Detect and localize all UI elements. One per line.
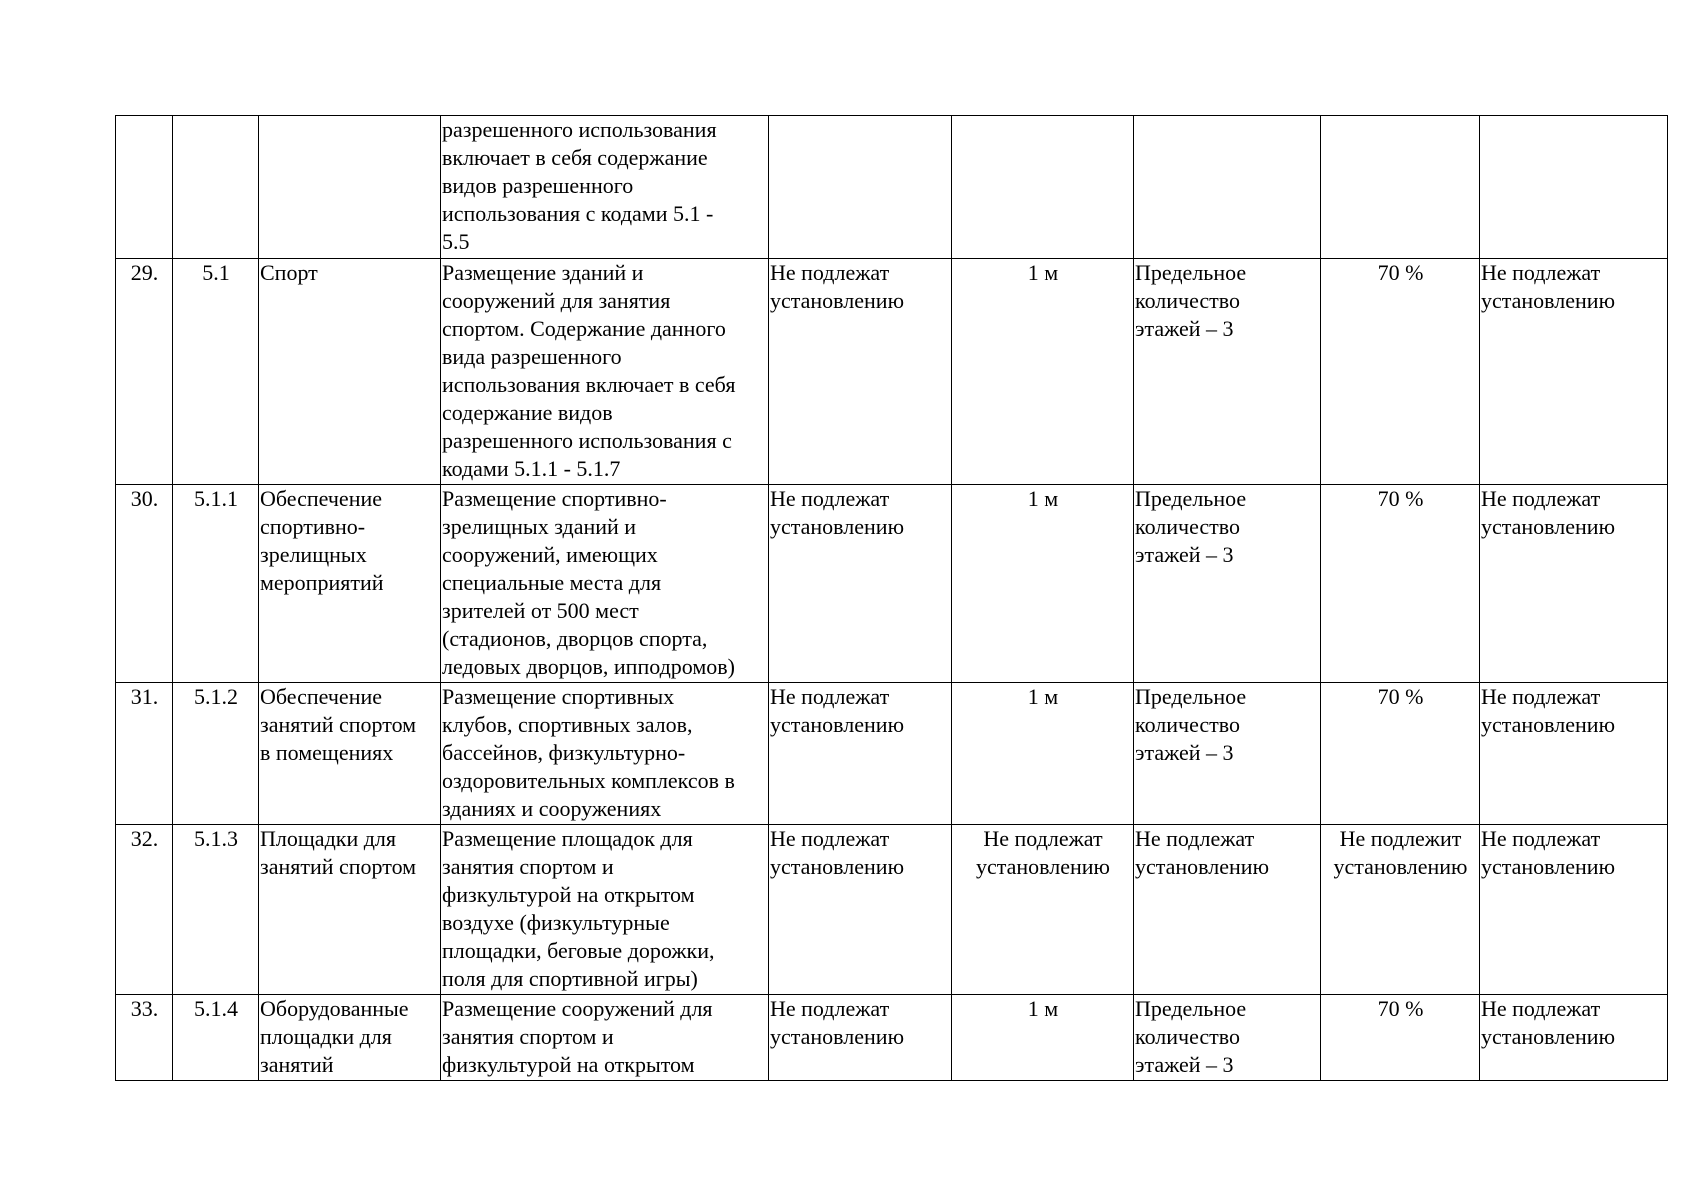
cell-text-line: Размещение спортивно- (442, 486, 667, 511)
cell-text-line: установлению (1481, 514, 1616, 539)
floors-cell (1134, 825, 1321, 995)
min-width-cell (769, 825, 952, 995)
other-params-cell (1480, 683, 1668, 825)
cell-text-line: Площадки для (260, 826, 397, 851)
type-code: 5.1 (173, 259, 259, 485)
cell-text-line: Обеспечение (260, 486, 382, 511)
cell-text-line: Не подлежат (1481, 826, 1601, 851)
cell-text-line: занятия спортом и (442, 1024, 614, 1049)
cell-text-line: установлению (975, 854, 1110, 879)
coverage-cell (1321, 485, 1480, 683)
cell-text-line: установлению (1481, 712, 1616, 737)
setback-cell (952, 825, 1134, 995)
cell-text-line: Предельное (1135, 486, 1247, 511)
cell-text-line: установлению (1481, 1024, 1616, 1049)
cell-text-line: сооружений для занятия (442, 288, 671, 313)
cell-text-line: количество (1135, 288, 1241, 313)
cell-text-line: зрелищных зданий и (442, 514, 637, 539)
row-number: 31. (116, 683, 173, 825)
other-params-cell (1480, 825, 1668, 995)
use-type-name (259, 995, 441, 1081)
cell-text-line: видов разрешенного (442, 173, 634, 198)
cell-text-line: 70 % (1377, 260, 1424, 285)
use-description (441, 116, 769, 259)
cell-text-line: 1 м (1027, 486, 1059, 511)
other-params-cell (1480, 259, 1668, 485)
cell-text-line: занятия спортом и (442, 854, 614, 879)
cell-text-line: в помещениях (260, 740, 394, 765)
cell-text-line: установлению (770, 854, 905, 879)
coverage-cell (1321, 995, 1480, 1081)
row-number (116, 116, 173, 259)
use-type-name (259, 825, 441, 995)
type-code: 5.1.4 (173, 995, 259, 1081)
cell-text-line: Предельное (1135, 684, 1247, 709)
cell-text-line: установлению (1481, 288, 1616, 313)
cell-text-line: спортивно- (260, 514, 366, 539)
cell-text-line: 5.5 (442, 229, 470, 254)
cell-text-line: занятий спортом (260, 854, 417, 879)
cell-text-line: разрешенного использования с (442, 428, 732, 453)
cell-text-line: Обеспечение (260, 684, 382, 709)
floors-cell (1134, 259, 1321, 485)
floors-cell (1134, 683, 1321, 825)
coverage-cell (1321, 116, 1480, 259)
cell-text-line: ледовых дворцов, ипподромов) (442, 654, 736, 679)
cell-text-line: Оборудованные (260, 996, 409, 1021)
setback-cell (952, 485, 1134, 683)
cell-text-line: Не подлежат (770, 486, 890, 511)
setback-cell (952, 995, 1134, 1081)
cell-text-line: Размещение площадок для (442, 826, 693, 851)
cell-text-line: 70 % (1377, 486, 1424, 511)
cell-text-line: Не подлежат (1135, 826, 1255, 851)
cell-text-line: использования с кодами 5.1 - (442, 201, 714, 226)
cell-text-line: количество (1135, 712, 1241, 737)
cell-text-line: Размещение спортивных (442, 684, 675, 709)
cell-text-line: клубов, спортивных залов, (442, 712, 693, 737)
cell-text-line: зрителей от 500 мест (442, 598, 639, 623)
use-type-name (259, 116, 441, 259)
cell-text-line: этажей – 3 (1135, 542, 1234, 567)
min-width-cell (769, 485, 952, 683)
cell-text-line: площадки, беговые дорожки, (442, 938, 715, 963)
cell-text-line: установлению (770, 1024, 905, 1049)
cell-text-line: 1 м (1027, 684, 1059, 709)
cell-text-line: Не подлежат (770, 826, 890, 851)
cell-text-line: мероприятий (260, 570, 384, 595)
cell-text-line: количество (1135, 1024, 1241, 1049)
cell-text-line: Не подлежат (1481, 260, 1601, 285)
row-number: 32. (116, 825, 173, 995)
cell-text-line: содержание видов (442, 400, 613, 425)
cell-text-line: Не подлежат (770, 260, 890, 285)
coverage-cell (1321, 683, 1480, 825)
row-number: 30. (116, 485, 173, 683)
min-width-cell (769, 995, 952, 1081)
cell-text-line: включает в себя содержание (442, 145, 708, 170)
row-number: 33. (116, 995, 173, 1081)
cell-text-line: Не подлежат (983, 826, 1103, 851)
table-row (116, 485, 1668, 683)
cell-text-line: Предельное (1135, 260, 1247, 285)
cell-text-line: Не подлежат (1481, 486, 1601, 511)
cell-text-line: Не подлежат (1481, 684, 1601, 709)
cell-text-line: Размещение зданий и (442, 260, 644, 285)
table-row (116, 259, 1668, 485)
cell-text-line: разрешенного использования (442, 117, 717, 142)
min-width-cell (769, 683, 952, 825)
other-params-cell (1480, 485, 1668, 683)
cell-text-line: специальные места для (442, 570, 662, 595)
table-body (116, 116, 1668, 1081)
cell-text-line: Не подлежат (770, 684, 890, 709)
coverage-cell (1321, 259, 1480, 485)
cell-text-line: установлению (1333, 854, 1468, 879)
cell-text-line: 70 % (1377, 684, 1424, 709)
use-type-name (259, 683, 441, 825)
type-code: 5.1.2 (173, 683, 259, 825)
cell-text-line: оздоровительных комплексов в (442, 768, 735, 793)
floors-cell (1134, 995, 1321, 1081)
other-params-cell (1480, 995, 1668, 1081)
coverage-cell (1321, 825, 1480, 995)
cell-text-line: зрелищных (260, 542, 367, 567)
cell-text-line: Размещение сооружений для (442, 996, 713, 1021)
cell-text-line: сооружений, имеющих (442, 542, 658, 567)
cell-text-line: спортом. Содержание данного (442, 316, 726, 341)
cell-text-line: зданиях и сооружениях (442, 796, 662, 821)
cell-text-line: Предельное (1135, 996, 1247, 1021)
cell-text-line: вида разрешенного (442, 344, 622, 369)
table-row (116, 116, 1668, 259)
use-description (441, 683, 769, 825)
cell-text-line: площадки для (260, 1024, 392, 1049)
setback-cell (952, 259, 1134, 485)
cell-text-line: установлению (770, 514, 905, 539)
cell-text-line: этажей – 3 (1135, 316, 1234, 341)
cell-text-line: Не подлежит (1339, 826, 1462, 851)
floors-cell (1134, 485, 1321, 683)
table-row (116, 825, 1668, 995)
cell-text-line: этажей – 3 (1135, 740, 1234, 765)
cell-text-line: физкультурой на открытом (442, 882, 695, 907)
cell-text-line: количество (1135, 514, 1241, 539)
cell-text-line: установлению (770, 288, 905, 313)
min-width-cell (769, 259, 952, 485)
cell-text-line: физкультурой на открытом (442, 1052, 695, 1077)
type-code (173, 116, 259, 259)
cell-text-line: Не подлежат (1481, 996, 1601, 1021)
cell-text-line: установлению (1135, 854, 1270, 879)
land-use-table (115, 115, 1668, 1081)
min-width-cell (769, 116, 952, 259)
cell-text-line: кодами 5.1.1 - 5.1.7 (442, 456, 621, 481)
use-type-name (259, 485, 441, 683)
type-code: 5.1.1 (173, 485, 259, 683)
cell-text-line: установлению (770, 712, 905, 737)
cell-text-line: Не подлежат (770, 996, 890, 1021)
use-description (441, 995, 769, 1081)
cell-text-line: 70 % (1377, 996, 1424, 1021)
cell-text-line: занятий спортом (260, 712, 417, 737)
cell-text-line: поля для спортивной игры) (442, 966, 698, 991)
use-type-name (259, 259, 441, 485)
floors-cell (1134, 116, 1321, 259)
cell-text-line: бассейнов, физкультурно- (442, 740, 686, 765)
cell-text-line: 1 м (1027, 260, 1059, 285)
setback-cell (952, 116, 1134, 259)
table-row (116, 995, 1668, 1081)
use-description (441, 259, 769, 485)
cell-text-line: занятий (260, 1052, 334, 1077)
cell-text-line: установлению (1481, 854, 1616, 879)
setback-cell (952, 683, 1134, 825)
use-description (441, 485, 769, 683)
type-code: 5.1.3 (173, 825, 259, 995)
use-description (441, 825, 769, 995)
row-number: 29. (116, 259, 173, 485)
cell-text-line: 1 м (1027, 996, 1059, 1021)
other-params-cell (1480, 116, 1668, 259)
cell-text-line: (стадионов, дворцов спорта, (442, 626, 708, 651)
cell-text-line: этажей – 3 (1135, 1052, 1234, 1077)
cell-text-line: использования включает в себя (442, 372, 736, 397)
cell-text-line: Спорт (260, 260, 318, 285)
table-row (116, 683, 1668, 825)
cell-text-line: воздухе (физкультурные (442, 910, 670, 935)
